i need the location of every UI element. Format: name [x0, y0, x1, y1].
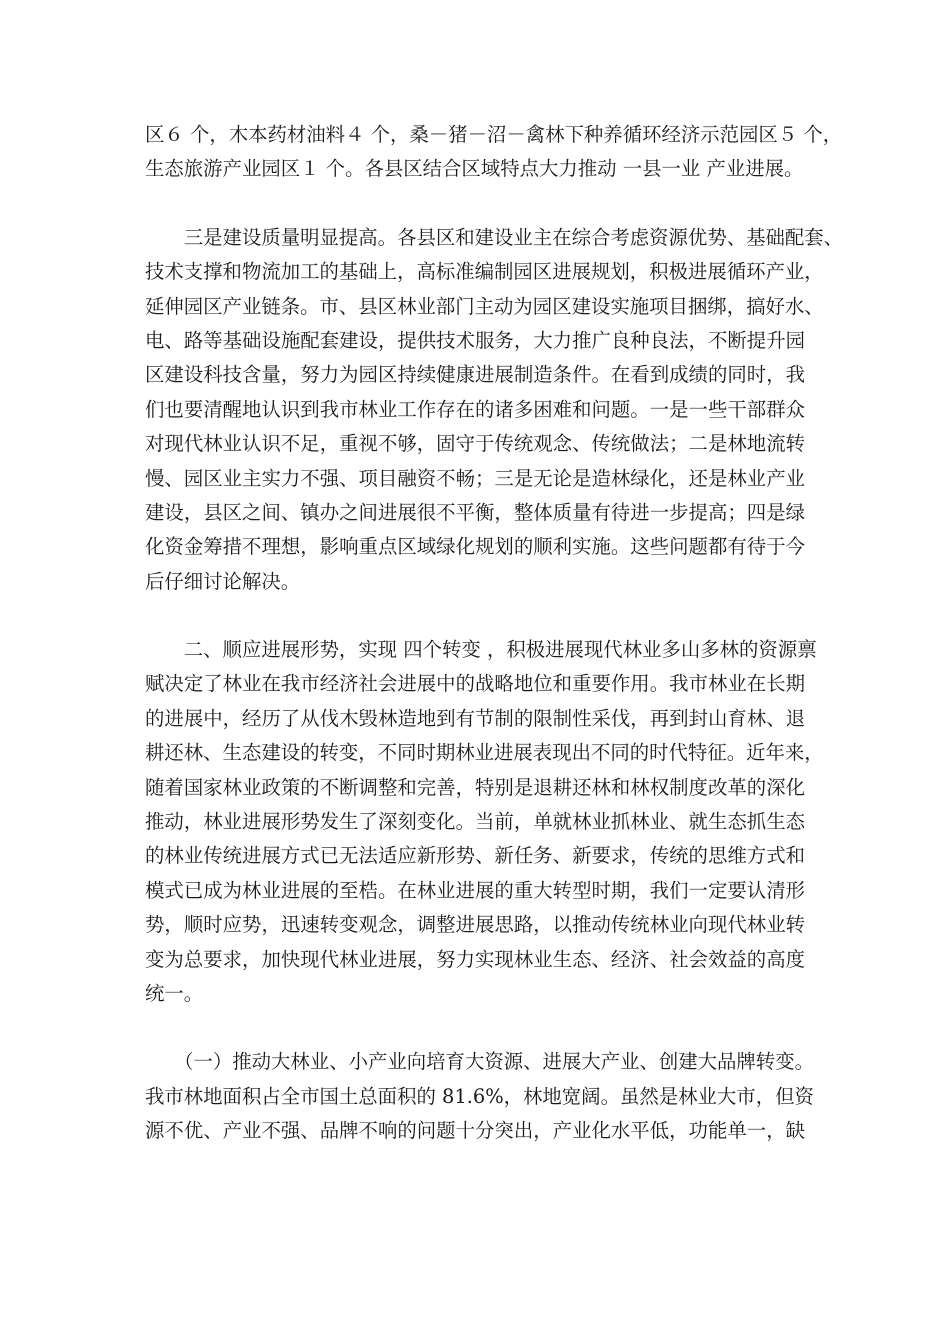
text-line: 三是建设质量明显提高。各县区和建设业主在综合考虑资源优势、基础配套、	[145, 225, 844, 249]
paragraph-park-counts	[145, 118, 843, 187]
paragraph-four-transformations	[145, 633, 824, 1011]
text-line: 我市林地面积占全市国土总面积的 81.6%，林地宽阔。虽然是林业大市，但资	[145, 1084, 814, 1108]
text-line: 源不优、产业不强、品牌不响的问题十分突出，产业化水平低，功能单一，缺	[145, 1119, 805, 1143]
text-line: 随着国家林业政策的不断调整和完善，特别是退耕还林和林权制度改革的深化	[145, 775, 805, 799]
text-line: 化资金筹措不理想，影响重点区域绿化规划的顺利实施。这些问题都有待于今	[145, 535, 805, 559]
text-line: 模式已成为林业进展的至梏。在林业进展的重大转型时期，我们一定要认清形	[145, 878, 805, 902]
paragraph-gap	[145, 599, 805, 633]
text-line: 推动，林业进展形势发生了深刻变化。当前，单就林业抓林业、就生态抓生态	[145, 810, 805, 834]
text-line: 势，顺时应势，迅速转变观念，调整进展思路，以推动传统林业向现代林业转	[145, 913, 805, 937]
paragraph-construction-quality	[145, 221, 844, 599]
text-line: （一）推动大林业、小产业向培育大资源、进展大产业、创建大品牌转变。	[145, 1050, 814, 1074]
document-body	[145, 118, 844, 1149]
text-line: 电、路等基础设施配套建设，提供技术服务，大力推广良种良法，不断提升园	[145, 328, 805, 352]
paragraph-gap	[145, 187, 805, 221]
text-line: 对现代林业认识不足，重视不够，固守于传统观念、传统做法；二是林地流转	[145, 432, 805, 456]
text-line: 延伸园区产业链条。市、县区林业部门主动为园区建设实施项目捆绑，搞好水、	[145, 294, 824, 318]
text-line: 们也要清醒地认识到我市林业工作存在的诸多困难和问题。一是一些干部群众	[145, 397, 805, 421]
text-line: 生态旅游产业园区１ 个。各县区结合区域特点大力推动 一县一业 产业进展。	[145, 157, 804, 181]
text-line: 变为总要求，加快现代林业进展，努力实现林业生态、经济、社会效益的高度	[145, 947, 805, 971]
text-line: 统一。	[145, 981, 204, 1005]
text-line: 后仔细讨论解决。	[145, 569, 301, 593]
text-line: 慢、园区业主实力不强、项目融资不畅；三是无论是造林绿化，还是林业产业	[145, 466, 805, 490]
text-line: 赋决定了林业在我市经济社会进展中的战略地位和重要作用。我市林业在长期	[145, 672, 805, 696]
text-line: 二、顺应进展形势，实现 四个转变 ，积极进展现代林业多山多林的资源禀	[145, 638, 817, 662]
paragraph-big-forestry	[145, 1045, 814, 1148]
text-line: 区建设科技含量，努力为园区持续健康进展制造条件。在看到成绩的同时，我	[145, 363, 805, 387]
text-line: 的进展中，经历了从伐木毁林造地到有节制的限制性采伐，再到封山育林、退	[145, 706, 805, 730]
text-line: 建设，县区之间、镇办之间进展很不平衡，整体质量有待进一步提高；四是绿	[145, 500, 805, 524]
text-line: 区６ 个，木本药材油料４ 个，桑－猪－沼－禽林下种养循环经济示范园区５ 个，	[145, 123, 843, 146]
text-line: 技术支撑和物流加工的基础上，高标准编制园区进展规划，积极进展循环产业，	[145, 260, 824, 284]
text-line: 耕还林、生态建设的转变，不同时期林业进展表现出不同的时代特征。近年来，	[145, 741, 824, 765]
text-line: 的林业传统进展方式已无法适应新形势、新任务、新要求，传统的思维方式和	[145, 844, 805, 868]
paragraph-gap	[145, 1011, 805, 1045]
